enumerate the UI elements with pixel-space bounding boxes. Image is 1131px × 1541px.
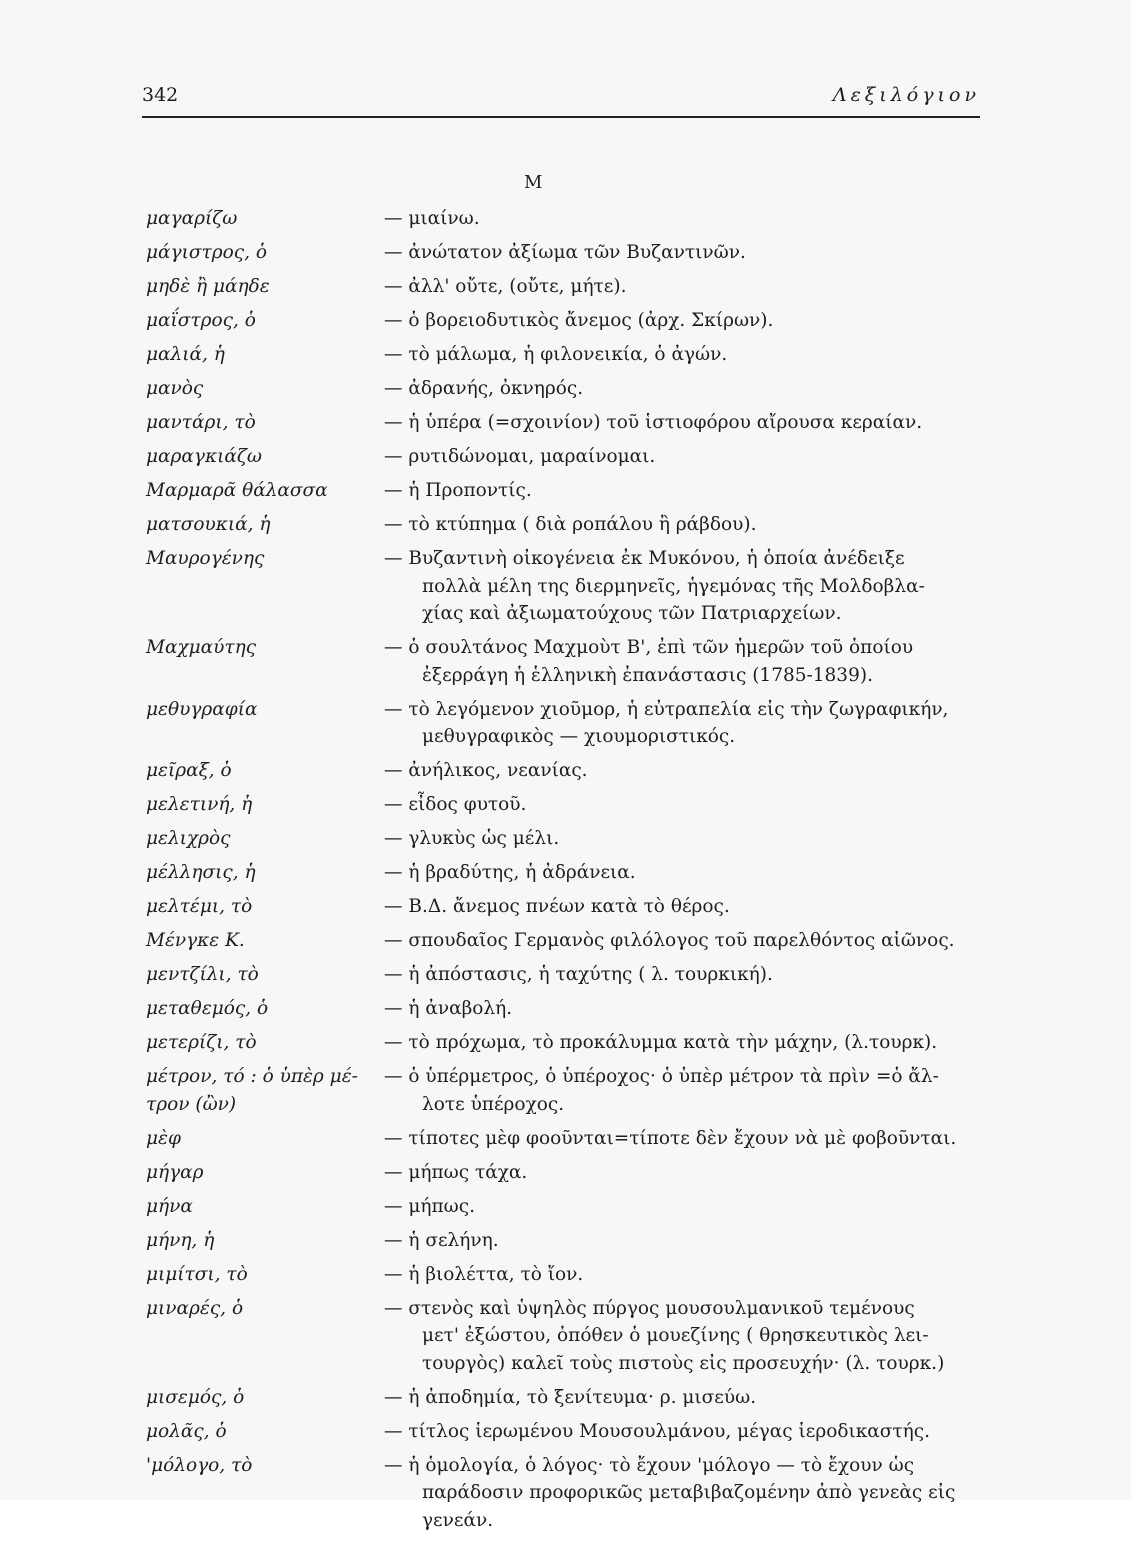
entry-definition <box>384 1384 991 1412</box>
entry-term: μαλιά, ἡ <box>146 344 225 365</box>
entry-term: Μαρμαρᾶ θάλασσα <box>146 480 328 501</box>
glossary-entry <box>146 205 991 233</box>
entry-definition <box>384 927 991 955</box>
definition-line: — μιαίνω. <box>384 208 480 229</box>
definition-line: — τὸ πρόχωμα, τὸ προκάλυμμα κατὰ τὴν μάχην, (λ.τουρκ). <box>384 1032 938 1053</box>
glossary-entry <box>146 634 991 689</box>
definition-line: — ὁ βορειοδυτικὸς ἄνεμος (ἀρχ. Σκίρων). <box>384 310 774 331</box>
definition-line: — ἡ βιολέττα, τὸ ἴον. <box>384 1263 584 1285</box>
entry-definition <box>384 1261 991 1289</box>
definition-line: — τίποτες μὲφ φοοῦνται=τίποτε δὲν ἔχουν νὰ μὲ φοβοῦνται. <box>384 1127 957 1149</box>
entry-definition <box>384 273 991 301</box>
glossary-entry <box>146 859 991 887</box>
definition-line: — ἀδρανής, ὀκνηρός. <box>384 378 584 399</box>
definition-line: — μήπως τάχα. <box>384 1161 528 1183</box>
definition-line: — ἡ ὁμολογία, ὁ λόγος· τὸ ἔχουν 'μόλογο — τὸ ἔχουν ὡς <box>384 1454 915 1476</box>
definition-line: — ἡ ἀναβολή. <box>384 998 513 1019</box>
glossary-entry <box>146 1063 991 1118</box>
entry-definition <box>384 477 991 505</box>
definition-line: παράδοσιν προφορικῶς μεταβιβαζομένην ἀπὸ γενεὰς εἰς <box>422 1482 956 1503</box>
glossary-entry <box>146 239 991 267</box>
entry-definition <box>384 1227 991 1255</box>
entry-term: μαΐστρος, ὁ <box>146 310 256 331</box>
glossary-entry <box>146 409 991 437</box>
definition-line: — γλυκὺς ὡς μέλι. <box>384 828 560 849</box>
entry-definition <box>384 1159 991 1187</box>
entry-term: ματσουκιά, ἡ <box>146 514 271 535</box>
entry-term: μελτέμι, τὸ <box>146 896 253 917</box>
entry-definition <box>384 696 991 751</box>
entry-definition <box>384 443 991 471</box>
entry-term: μήνη, ἡ <box>146 1229 215 1251</box>
entry-term: Μαυρογένης <box>146 548 265 569</box>
running-title: Λεξιλόγιον <box>832 84 980 106</box>
entry-term: μετερίζι, τὸ <box>146 1032 257 1053</box>
entry-term: μὲφ <box>146 1127 181 1149</box>
definition-line: τουργὸς) καλεῖ τοὺς πιστοὺς εἰς προσευχήν· (λ. τουρκ.) <box>422 1352 945 1374</box>
glossary-entry <box>146 1452 991 1535</box>
entry-definition <box>384 545 991 628</box>
glossary-entry <box>146 477 991 505</box>
entry-term: μιμίτσι, τὸ <box>146 1263 248 1285</box>
definition-line: — σπουδαῖος Γερμανὸς φιλόλογος τοῦ παρελθόντος αἰῶνος. <box>384 930 955 951</box>
entry-term: μέλλησις, ἡ <box>146 862 256 883</box>
entry-definition <box>384 1295 991 1378</box>
definition-line: — ἡ βραδύτης, ἡ ἀδράνεια. <box>384 862 636 883</box>
definition-line: χίας καὶ ἀξιωματούχους τῶν Πατριαρχείων. <box>422 603 842 624</box>
entry-term: Μένγκε Κ. <box>146 930 245 951</box>
entry-definition <box>384 1125 991 1153</box>
definition-line: — μήπως. <box>384 1195 475 1217</box>
entry-definition <box>384 1418 991 1446</box>
glossary-entry <box>146 443 991 471</box>
entry-term: μηδὲ ἢ μάηδε <box>146 276 270 297</box>
definition-line: — ἡ Προποντίς. <box>384 480 532 501</box>
entry-term: μέτρον, τό : ὁ ὑπὲρ μέ- τρον (ὢν) <box>146 1066 358 1115</box>
definition-line: — ἡ ὑπέρα (=σχοινίον) τοῦ ἱστιοφόρου αἴρουσα κεραίαν. <box>384 412 923 433</box>
entry-term: μεῖραξ, ὁ <box>146 760 232 781</box>
glossary-list <box>146 205 991 1541</box>
definition-line: μετ' ἐξώστου, ὁπόθεν ὁ μουεζίνης ( θρησκευτικὸς λει- <box>422 1325 929 1346</box>
glossary-entry <box>146 1261 991 1289</box>
definition-line: — ἀλλ' οὔτε, (οὔτε, μήτε). <box>384 276 627 297</box>
section-letter: Μ <box>524 172 543 193</box>
entry-term: μήνα <box>146 1195 193 1217</box>
glossary-entry <box>146 961 991 989</box>
glossary-entry <box>146 927 991 955</box>
glossary-entry <box>146 341 991 369</box>
definition-line: — Βυζαντινὴ οἰκογένεια ἐκ Μυκόνου, ἡ ὁποία ἀνέδειξε <box>384 548 905 569</box>
glossary-entry <box>146 375 991 403</box>
entry-term: Μαχμαύτης <box>146 637 257 658</box>
glossary-entry <box>146 791 991 819</box>
entry-definition <box>384 307 991 335</box>
glossary-entry <box>146 273 991 301</box>
glossary-entry <box>146 995 991 1023</box>
entry-definition <box>384 239 991 267</box>
page-header <box>142 84 980 114</box>
entry-definition <box>384 859 991 887</box>
definition-line: — ὁ σουλτάνος Μαχμοὺτ Β', ἐπὶ τῶν ἡμερῶν τοῦ ὁποίου <box>384 637 914 658</box>
definition-line: μεθυγραφικὸς — χιουμοριστικός. <box>422 726 736 747</box>
entry-definition <box>384 511 991 539</box>
glossary-entry <box>146 1295 991 1378</box>
glossary-entry <box>146 825 991 853</box>
entry-definition <box>384 825 991 853</box>
entry-definition <box>384 1063 991 1118</box>
glossary-entry <box>146 696 991 751</box>
definition-line: — ἡ σελήνη. <box>384 1229 499 1251</box>
entry-term: μαραγκιάζω <box>146 446 262 467</box>
entry-term: μαντάρι, τὸ <box>146 412 256 433</box>
glossary-entry <box>146 1125 991 1153</box>
glossary-entry <box>146 1193 991 1221</box>
definition-line: λοτε ὑπέροχος. <box>422 1093 565 1115</box>
page-number: 342 <box>142 84 179 106</box>
glossary-entry <box>146 893 991 921</box>
entry-term: μιναρές, ὁ <box>146 1297 244 1319</box>
entry-definition <box>384 893 991 921</box>
definition-line: — ρυτιδώνομαι, μαραίνομαι. <box>384 446 656 467</box>
definition-line: — ἀνήλικος, νεανίας. <box>384 760 588 781</box>
glossary-entry <box>146 1029 991 1057</box>
entry-definition <box>384 205 991 233</box>
entry-term: 'μόλογο, τὸ <box>146 1454 253 1476</box>
definition-line: — τὸ μάλωμα, ἡ φιλονεικία, ὁ ἀγών. <box>384 344 728 365</box>
glossary-entry <box>146 511 991 539</box>
entry-term: μεθυγραφία <box>146 698 258 720</box>
entry-term: μισεμός, ὁ <box>146 1386 245 1408</box>
entry-term: μήγαρ <box>146 1161 204 1183</box>
definition-line: — τίτλος ἱερωμένου Μουσουλμάνου, μέγας ἱεροδικαστής. <box>384 1420 930 1442</box>
header-rule <box>142 116 980 118</box>
definition-line: — Β.Δ. ἄνεμος πνέων κατὰ τὸ θέρος. <box>384 896 730 917</box>
glossary-entry <box>146 307 991 335</box>
glossary-entry <box>146 757 991 785</box>
entry-definition <box>384 1193 991 1221</box>
entry-definition <box>384 375 991 403</box>
entry-definition <box>384 791 991 819</box>
entry-definition <box>384 1452 991 1535</box>
entry-term: μεταθεμός, ὁ <box>146 998 269 1019</box>
definition-line: γενεάν. <box>422 1509 494 1531</box>
definition-line: πολλὰ μέλη της διερμηνεῖς, ἡγεμόνας τῆς Μολδοβλα- <box>422 575 925 597</box>
definition-line: — τὸ λεγόμενον χιοῦμορ, ἡ εὐτραπελία εἰς τὴν ζωγραφικήν, <box>384 698 949 720</box>
entry-definition <box>384 409 991 437</box>
entry-term: μελιχρὸς <box>146 828 231 849</box>
glossary-entry <box>146 1418 991 1446</box>
definition-line: — ἀνώτατον ἀξίωμα τῶν Βυζαντινῶν. <box>384 242 746 263</box>
entry-term: μάγιστρος, ὁ <box>146 242 267 263</box>
definition-line: — ὁ ὑπέρμετρος, ὁ ὑπέροχος· ὁ ὑπὲρ μέτρον τὰ πρὶν =ὁ ἄλ- <box>384 1066 939 1087</box>
entry-term: μεντζίλι, τὸ <box>146 964 259 985</box>
definition-line: — ἡ ἀποδημία, τὸ ξενίτευμα· ρ. μισεύω. <box>384 1386 757 1408</box>
glossary-entry <box>146 1159 991 1187</box>
entry-definition <box>384 757 991 785</box>
glossary-entry <box>146 1227 991 1255</box>
glossary-entry <box>146 545 991 628</box>
entry-term: μολᾶς, ὁ <box>146 1420 227 1442</box>
glossary-entry <box>146 1384 991 1412</box>
entry-definition <box>384 1029 991 1057</box>
entry-definition <box>384 961 991 989</box>
definition-line: — εἶδος φυτοῦ. <box>384 794 527 815</box>
entry-definition <box>384 634 991 689</box>
entry-term: μαγαρίζω <box>146 208 238 229</box>
entry-definition <box>384 995 991 1023</box>
entry-definition <box>384 341 991 369</box>
entry-term: μανὸς <box>146 378 204 399</box>
definition-line: — στενὸς καὶ ὑψηλὸς πύργος μουσουλμανικοῦ τεμένους <box>384 1297 915 1319</box>
definition-line: — τὸ κτύπημα ( διὰ ροπάλου ἢ ράβδου). <box>384 514 757 535</box>
definition-line: ἐξερράγη ἡ ἑλληνικὴ ἐπανάστασις (1785-1839). <box>422 664 873 686</box>
entry-term: μελετινή, ἡ <box>146 794 253 815</box>
definition-line: — ἡ ἀπόστασις, ἡ ταχύτης ( λ. τουρκική). <box>384 964 773 985</box>
